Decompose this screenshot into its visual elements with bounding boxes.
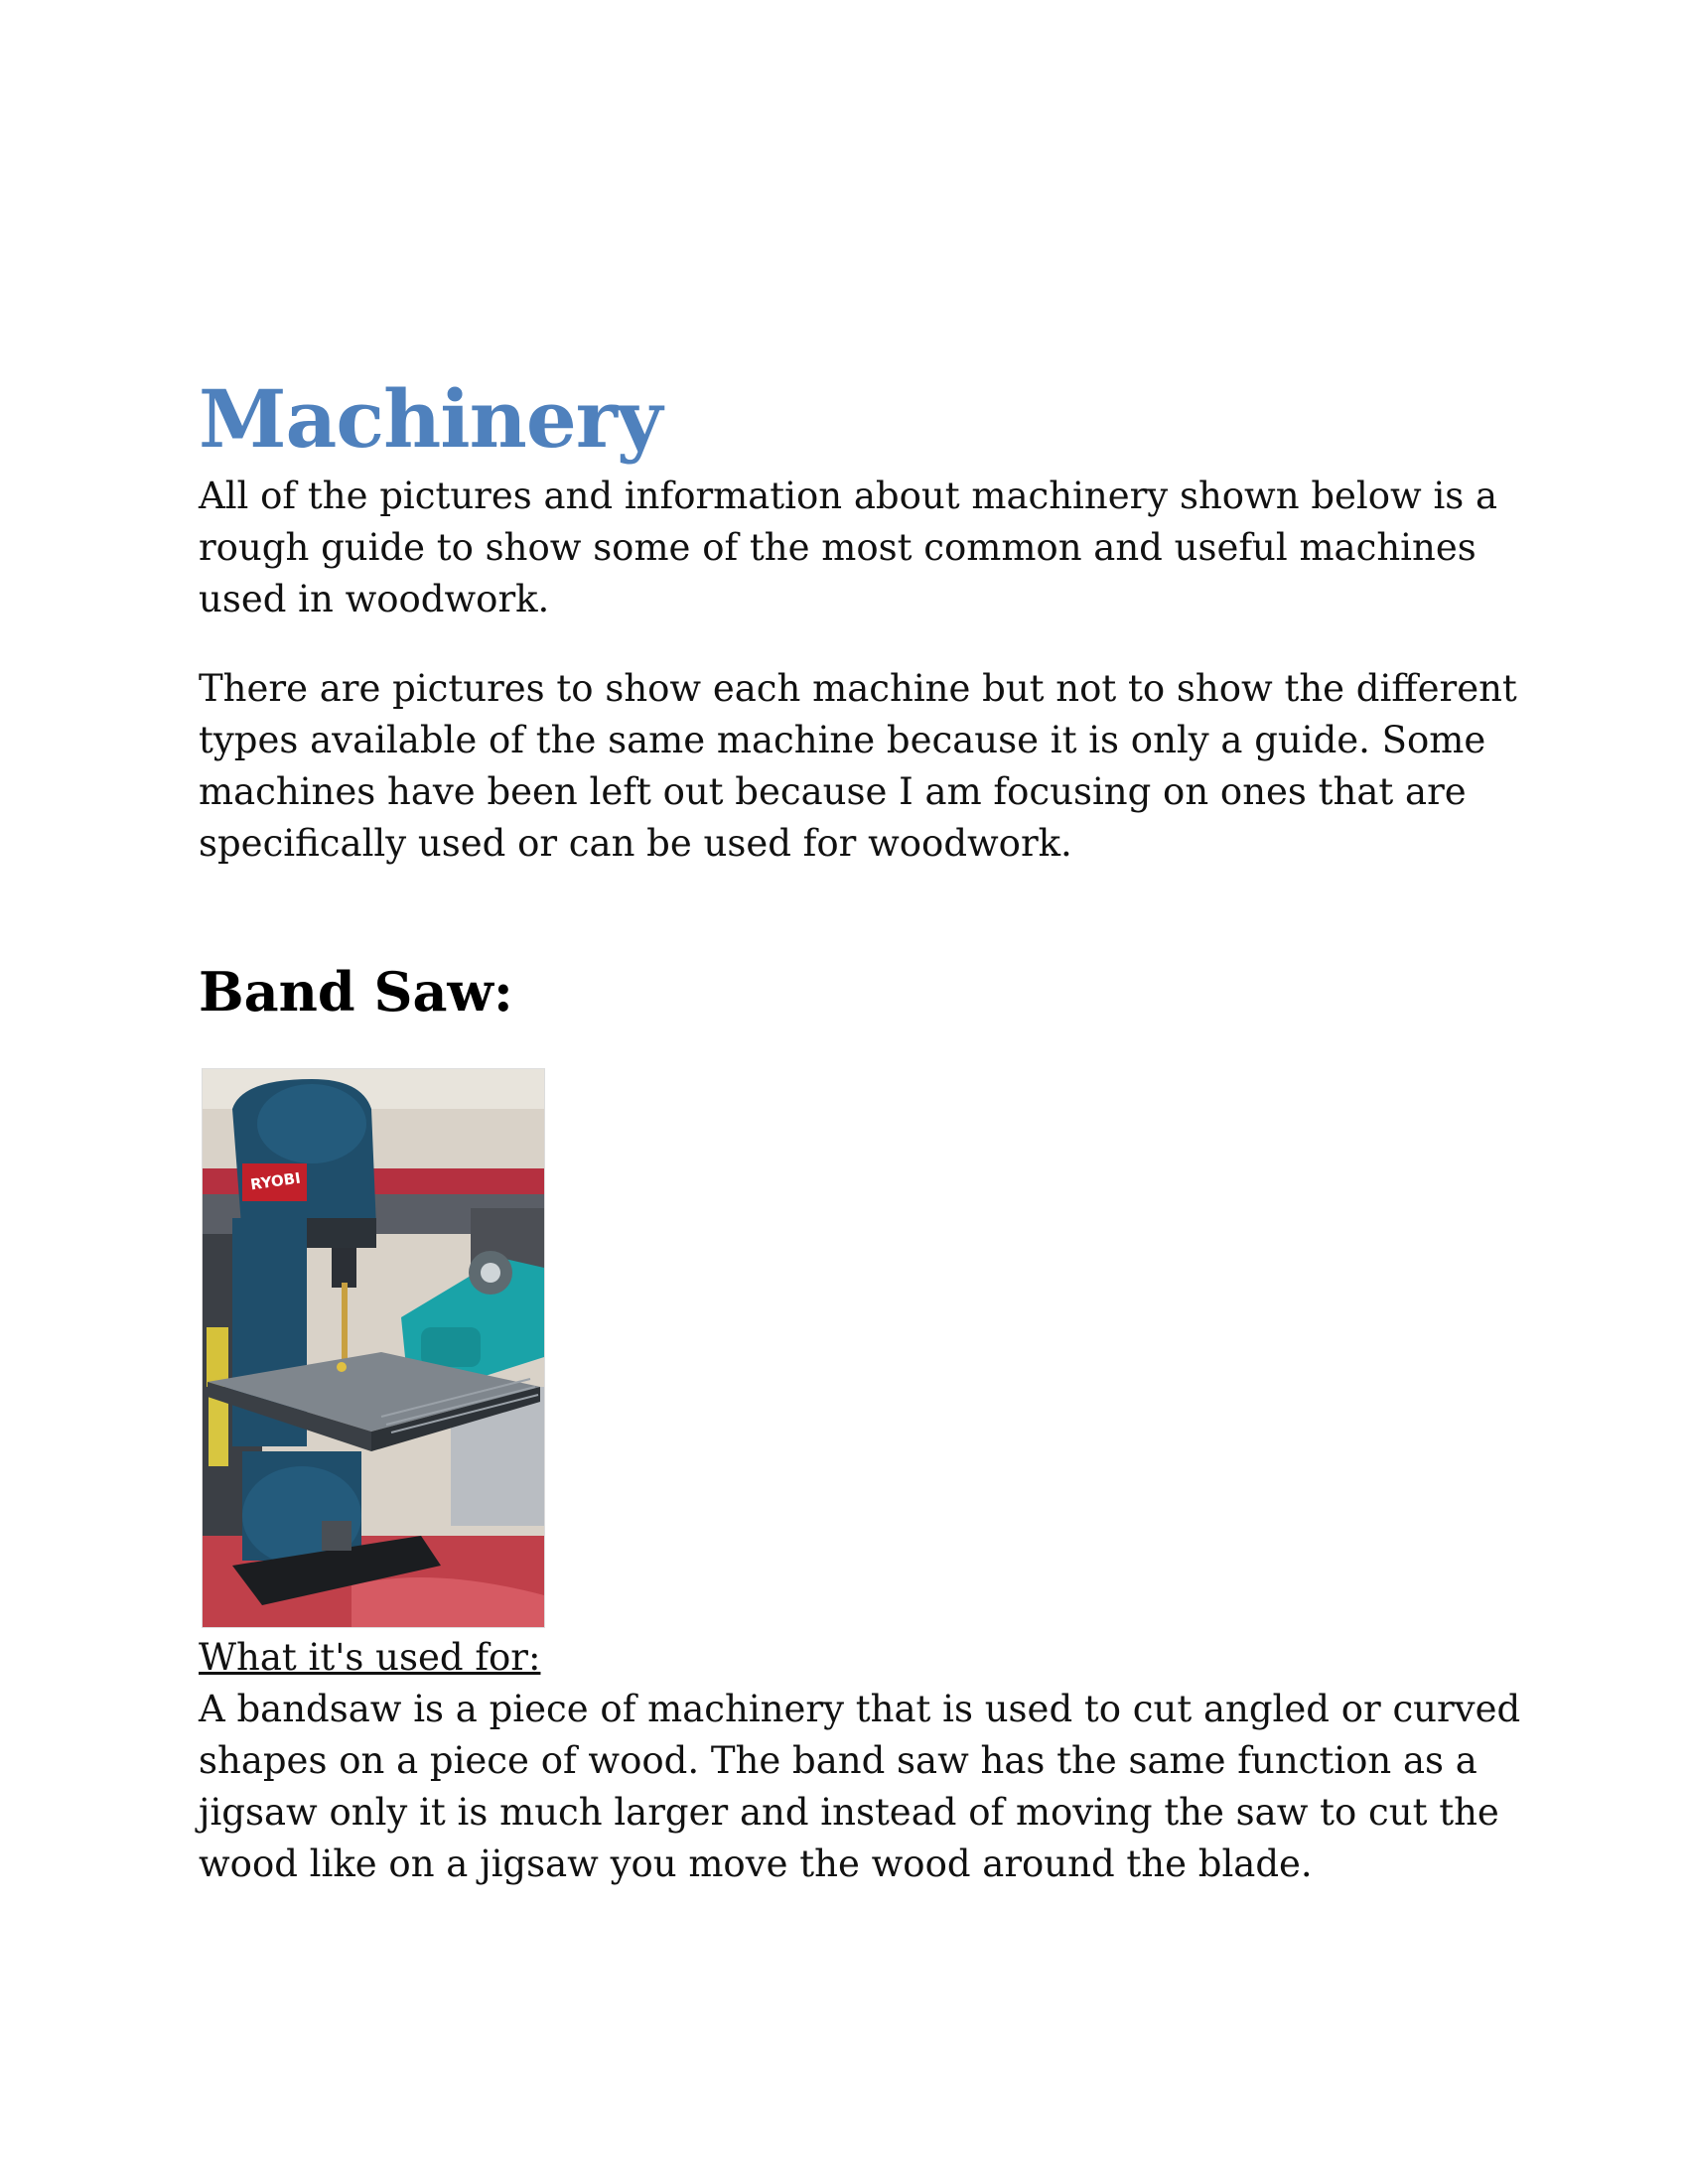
intro-paragraph: All of the pictures and information about machinery shown below is a rough guide to show some of the most common and useful machines used in woodwork. <box>199 475 1498 620</box>
second-paragraph: There are pictures to show each machine but not to show the different types available of the same machine because it is only a guide. Some machines have been left out because I am focusing on ones that are specifically used or can be used for woodwork. <box>199 667 1517 865</box>
band-saw-photo <box>202 1068 545 1628</box>
document-content <box>199 369 1529 1890</box>
band-saw-description: A bandsaw is a piece of machinery that is used to cut angled or curved shapes on a piece of wood. The band saw has the same function as a jigsaw only it is much larger and instead of moving the saw to cut the wood like on a jigsaw you move the wood around the blade. <box>199 1688 1521 1885</box>
ryobi-logo: RYOBI <box>248 1168 302 1194</box>
section-heading-band-saw: Band Saw: <box>199 960 513 1024</box>
used-for-subheading: What it's used for: <box>199 1636 541 1679</box>
page-title: Machinery <box>199 372 662 466</box>
